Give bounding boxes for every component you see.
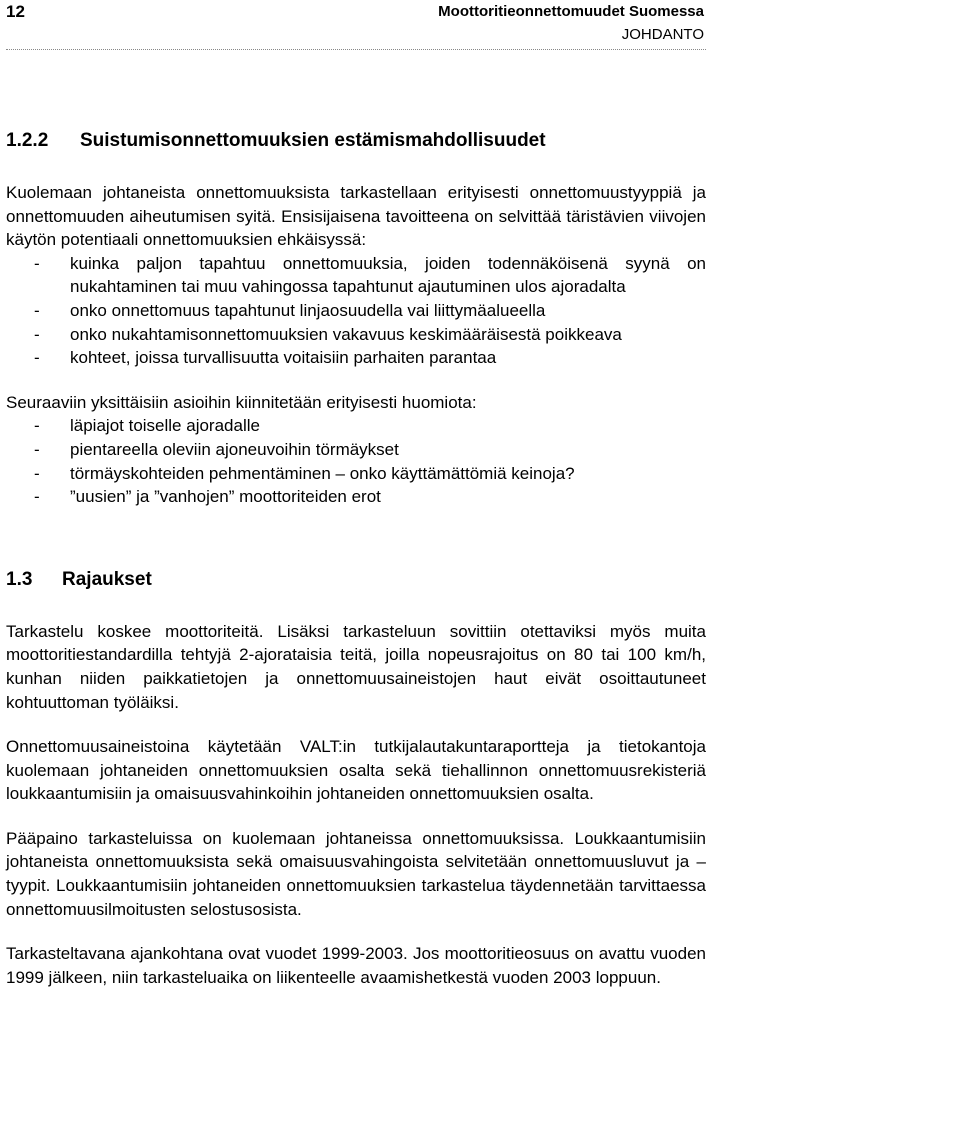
list-item: - törmäyskohteiden pehmentäminen – onko käyttämättömiä keinoja? [6,462,706,486]
section-heading-1-2-2 [6,128,706,154]
list-item: - läpiajot toiselle ajoradalle [6,414,706,438]
section-number: 1.2.2 [6,130,49,151]
scope-paragraph: Tarkastelu koskee moottoriteitä. Lisäksi tarkasteluun sovittiin otettaviksi myös muita moottoritiestandardilla tehtyjä 2-ajorataisia teitä, joilla nopeusrajoitus on 80 tai 100 km/h, kunhan niiden paikkatietojen ja onnettomuusaineistojen haut eivät osoittautuneet kohtuuttoman työläiksi. [6,621,706,712]
list-item: - kohteet, joissa turvallisuutta voitaisiin parhaiten parantaa [6,346,706,370]
section-title: Suistumisonnettomuuksien estämismahdollisuudet [80,130,546,151]
page-content [6,128,706,989]
focus-list [6,414,706,508]
list-item: - onko onnettomuus tapahtunut linjaosuudella vai liittymäalueella [6,299,706,323]
running-head-title: Moottoritieonnettomuudet Suomessa [438,3,704,20]
emphasis-paragraph: Pääpaino tarkasteluissa on kuolemaan johtaneissa onnettomuuksissa. Loukkaantumisiin johtaneista onnettomuuksista sekä omaisuusvahingoista selvitetään onnettomuusluvut ja –tyypit. Loukkaantumisiin johtaneiden onnettomuuksien tarkastelua täydennetään tarvittaessa onnettomuusilmoitusten selostusosista. [6,828,706,919]
header-rule [6,49,706,50]
list-item: - onko nukahtamisonnettomuuksien vakavuus keskimääräisestä poikkeava [6,323,706,347]
goal-list [6,252,706,370]
focus-lead: Seuraaviin yksittäisiin asioihin kiinnitetään erityisesti huomiota: [6,392,477,412]
list-item: - ”uusien” ja ”vanhojen” moottoriteiden erot [6,485,706,509]
section-title: Rajaukset [62,568,152,590]
list-item: - kuinka paljon tapahtuu onnettomuuksia, joiden todennäköisenä syynä on nukahtaminen tai muu vahingossa tapahtunut ajautuminen ulos ajoradalta [6,252,706,299]
running-head [438,0,704,46]
section-heading-1-3 [6,567,706,593]
data-sources-paragraph: Onnettomuusaineistoina käytetään VALT:in tutkijalautakuntaraportteja ja tietokantoja kuolemaan johtaneiden onnettomuuksien osalta sekä tiehallinnon onnettomuusrekisteriä loukkaantumisiin ja omaisuusvahinkoihin johtaneiden onnettomuuksien osalta. [6,737,706,804]
period-paragraph: Tarkasteltavana ajankohtana ovat vuodet 1999-2003. Jos moottoritieosuus on avattu vuoden 1999 jälkeen, niin tarkasteluaika on liikenteelle avaamishetkestä vuoden 2003 loppuun. [6,944,706,987]
list-item: - pientareella oleviin ajoneuvoihin törmäykset [6,438,706,462]
section-number: 1.3 [6,568,33,590]
page-number: 12 [6,2,25,21]
running-head-chapter: JOHDANTO [621,26,704,43]
intro-paragraph: Kuolemaan johtaneista onnettomuuksista tarkastellaan erityisesti onnettomuustyyppiä ja onnettomuuden aiheutumisen syitä. Ensisijaisena tavoitteena on selvittää täristävien viivojen käytön potentiaali onnettomuuksien ehkäisyssä: [6,183,706,250]
